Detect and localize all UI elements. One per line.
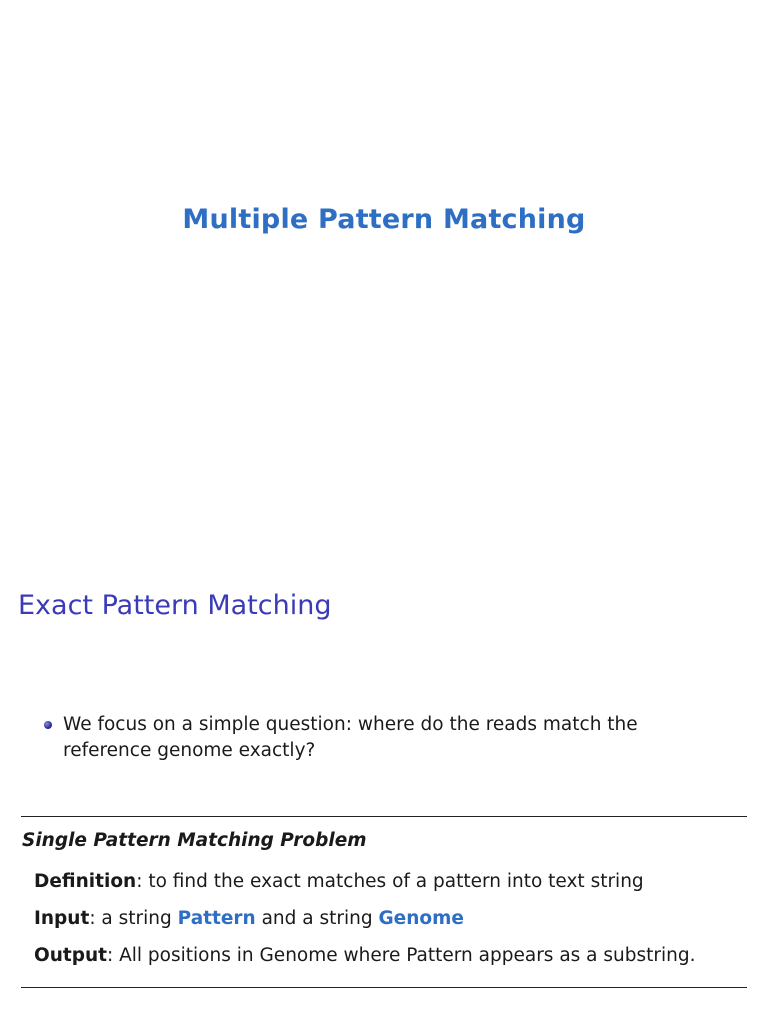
bullet-item — [44, 712, 724, 764]
output-text: : All positions in Genome where Pattern appears as a substring. — [107, 945, 696, 966]
input-row — [34, 908, 464, 929]
bullet-list — [44, 712, 724, 764]
bullet-text: We focus on a simple question: where do the reads match the reference genome exactly? — [63, 714, 638, 761]
definition-row — [34, 871, 644, 892]
genome-keyword: Genome — [378, 908, 464, 929]
input-text-before: : a string — [89, 908, 178, 929]
input-term: Input — [34, 908, 90, 929]
input-text-middle: and a string — [255, 908, 379, 929]
block-bottom-rule — [21, 987, 747, 988]
pattern-keyword: Pattern — [177, 908, 256, 929]
slide-title: Multiple Pattern Matching — [182, 204, 586, 235]
output-row — [34, 945, 696, 966]
output-term: Output — [34, 945, 107, 966]
block-top-rule — [21, 816, 747, 817]
frame-title: Exact Pattern Matching — [18, 590, 332, 621]
definition-text: : to find the exact matches of a pattern into text string — [136, 871, 644, 892]
definition-term: Definition — [34, 871, 137, 892]
problem-title: Single Pattern Matching Problem — [22, 830, 367, 851]
bullet-dot-icon — [44, 721, 52, 729]
